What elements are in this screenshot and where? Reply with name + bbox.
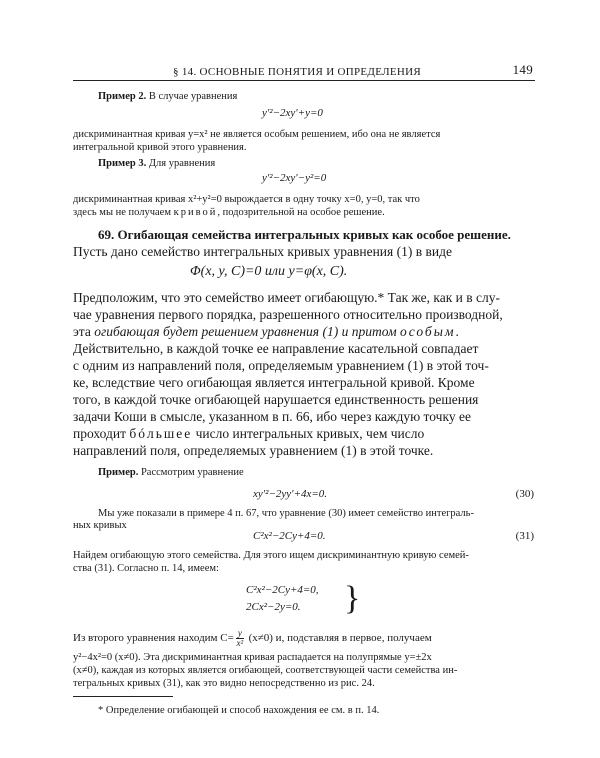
example2-intro-text: В случае уравнения [148, 91, 238, 102]
para-line-1: Предположим, что это семейство имеет огибающую.* Так же, как и в слу- [73, 290, 501, 305]
para-line-3-spaced: особым [399, 324, 456, 339]
example-text3: Найдем огибающую этого семейства. Для этого ищем дискриминантную кривую семей- [73, 550, 469, 561]
fraction-numerator: y [237, 628, 242, 638]
example-text7: (x≠0), каждая из которых является огибающей, соответствующей части семейства ин- [73, 665, 458, 676]
system-eq-1: C²x²−2Cy+4=0, [246, 584, 319, 596]
example2-intro [98, 90, 518, 103]
para-line-3 [73, 323, 535, 341]
footnote-rule [73, 696, 173, 697]
example3-label: Пример 3. [98, 158, 147, 169]
fraction-denominator: x² [236, 638, 244, 648]
family-equation: Φ(x, y, C)=0 или y=φ(x, C). [190, 264, 348, 279]
para-line-3-a: эта [73, 324, 95, 339]
example-text5-b: (x≠0) и, подставляя в первое, получаем [245, 632, 432, 645]
para-line-4: Действительно, в каждой точке ее направление касательной совпадает [73, 341, 479, 356]
equation-31: C²x²−2Cy+4=0. [253, 530, 326, 542]
section-line1: Пусть дано семейство интегральных кривых уравнения (1) в виде [73, 244, 452, 259]
para-line-5: с одним из направлений поля, определяемым уравнением (1) в этой точ- [73, 358, 489, 373]
para-line-2: чае уравнения первого порядка, разрешенного относительно производной, [73, 307, 503, 322]
para-line-8: задачи Коши в смысле, указанном в п. 66, ибо через каждую точку ее [73, 409, 471, 424]
equation-31-number: (31) [515, 530, 534, 542]
para-line-10: направлений поля, определяемых уравнением (1) в этой точке. [73, 443, 434, 458]
fraction [236, 629, 244, 648]
example3-line1: дискриминантная кривая x²+y²=0 вырождается в одну точку x=0, y=0, так что [73, 194, 420, 205]
example3-equation: y′²−2xy′−y²=0 [262, 172, 327, 184]
running-header [73, 62, 533, 82]
example-text6: y²−4x²=0 (x≠0). Эта дискриминантная кривая распадается на полупрямые y=±2x [73, 652, 432, 663]
example3-intro [98, 157, 518, 170]
example-intro-text: Рассмотрим уравнение [140, 467, 244, 478]
example-text5-a: Из второго уравнения находим C= [73, 632, 234, 645]
equation-30-number: (30) [515, 488, 534, 500]
header-rule [73, 80, 535, 81]
example3-line2-a: здесь мы не получаем [73, 207, 174, 218]
example-intro [98, 466, 518, 479]
para-line-9-c: число интегральных кривых, чем число [192, 426, 425, 441]
para-line-9 [73, 425, 535, 443]
example3-line2-spaced: кривой [173, 207, 218, 218]
page-number: 149 [512, 62, 533, 77]
example-label: Пример. [98, 467, 139, 478]
equation-30: xy′²−2yy′+4x=0. [253, 488, 328, 500]
para-line-3-d: . [455, 324, 459, 339]
example-text4: ства (31). Согласно п. 14, имеем: [73, 563, 219, 574]
example-text1: Мы уже показали в примере 4 п. 67, что уравнение (30) имеет семейство интеграль- [98, 508, 474, 519]
system-eq-2: 2Cx²−2y=0. [246, 601, 301, 613]
example2-equation: y′²−2xy′+y=0 [262, 107, 323, 119]
example3-line2-c: , подозрительной на особое решение. [217, 207, 385, 218]
example3-intro-text: Для уравнения [148, 158, 216, 169]
para-line-3-italic: огибающая будет решением уравнения (1) и притом [94, 324, 400, 339]
example3-line2 [73, 206, 535, 219]
para-line-6: ке, вследствие чего огибающая является интегральной кривой. Кроме [73, 375, 475, 390]
system-brace: } [344, 580, 361, 617]
para-line-9-a: проходит [73, 426, 130, 441]
section-heading: 69. Огибающая семейства интегральных кривых как особое решение. [98, 227, 511, 242]
example-text5 [73, 629, 535, 648]
para-line-9-spaced: бóльшее [129, 426, 193, 441]
example2-line2: интегральной кривой этого уравнения. [73, 142, 247, 153]
header-title: § 14. ОСНОВНЫЕ ПОНЯТИЯ И ОПРЕДЕЛЕНИЯ [173, 66, 422, 78]
example-text2: ных кривых [73, 520, 127, 531]
example2-label: Пример 2. [98, 91, 147, 102]
example2-line1: дискриминантная кривая y=x² не является особым решением, ибо она не является [73, 129, 441, 140]
para-line-7: того, в каждой точке огибающей нарушается единственность решения [73, 392, 479, 407]
example-text8: тегральных кривых (31), как это видно непосредственно из рис. 24. [73, 678, 375, 689]
footnote: * Определение огибающей и способ нахождения ее см. в п. 14. [98, 705, 380, 716]
